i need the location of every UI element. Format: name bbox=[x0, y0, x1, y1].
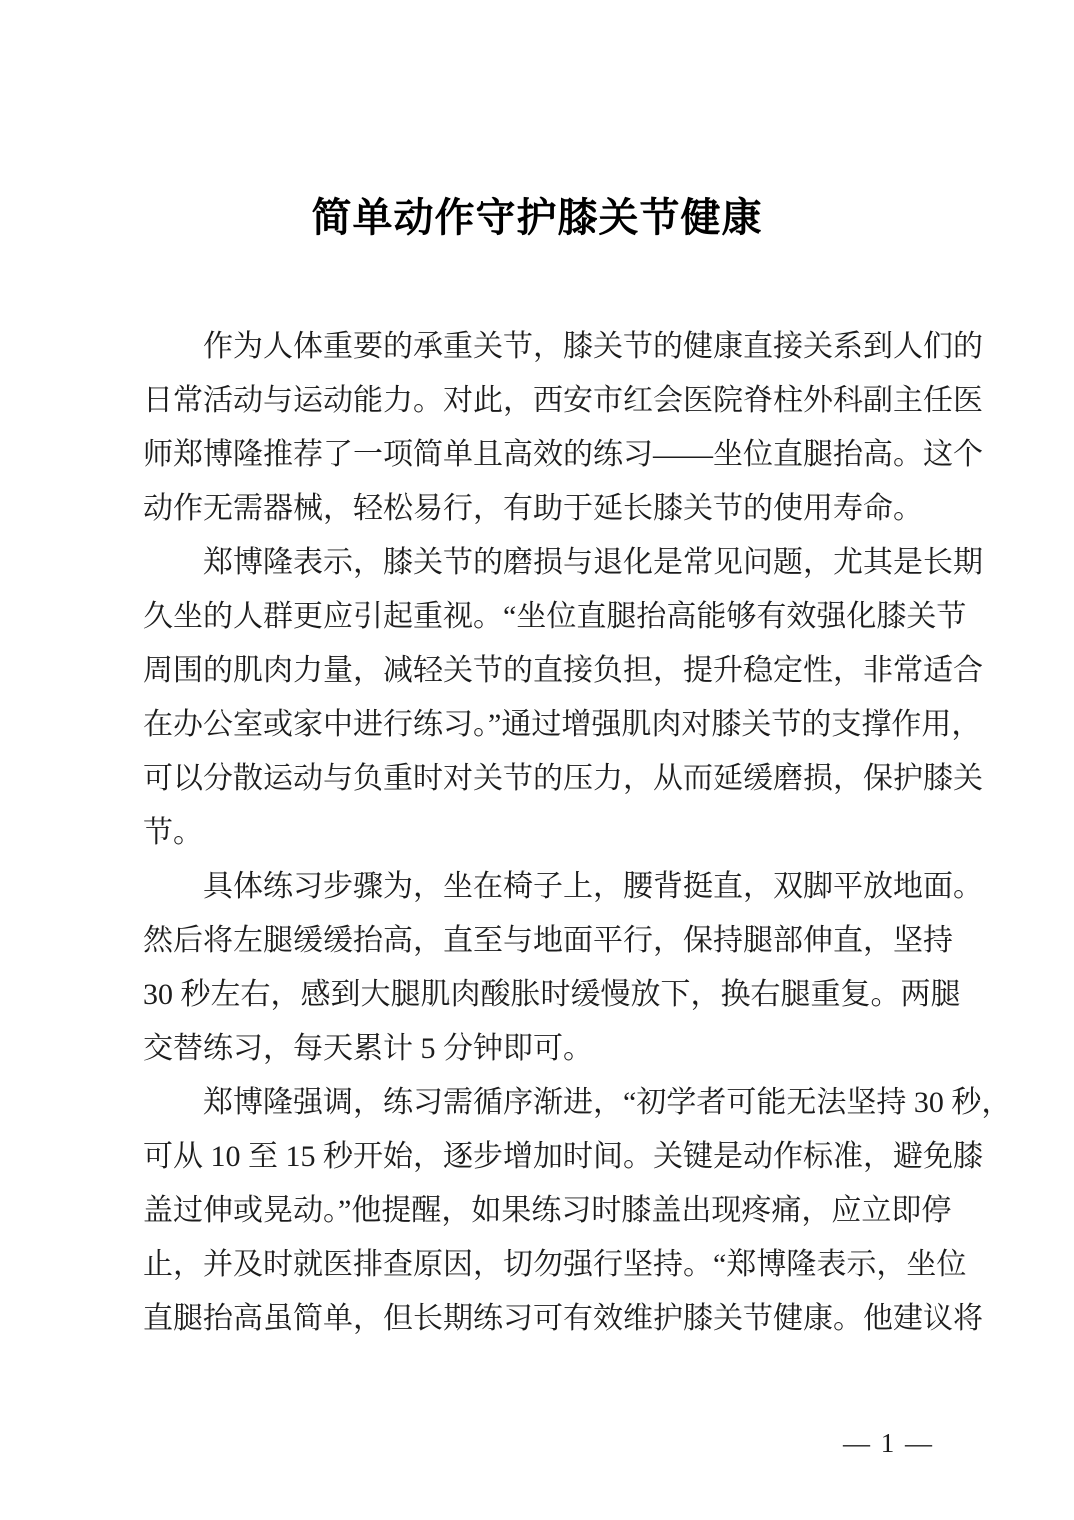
paragraph bbox=[143, 1076, 1012, 1346]
text-line: 日常活动与运动能力。对此，西安市红会医院脊柱外科副主任医 bbox=[143, 384, 983, 417]
paragraph bbox=[143, 536, 983, 860]
text-line: 动作无需器械，轻松易行，有助于延长膝关节的使用寿命。 bbox=[143, 492, 923, 525]
document-title: 简单动作守护膝关节健康 bbox=[311, 196, 763, 240]
text-line: 然后将左腿缓缓抬高，直至与地面平行，保持腿部伸直，坚持 bbox=[143, 924, 953, 957]
text-line: 止，并及时就医排查原因，切勿强行坚持。“郑博隆表示，坐位 bbox=[143, 1248, 967, 1281]
text-line: 郑博隆表示，膝关节的磨损与退化是常见问题，尤其是长期 bbox=[203, 546, 983, 579]
page-number: — 1 — bbox=[843, 1428, 934, 1458]
text-line: 交替练习，每天累计 5 分钟即可。 bbox=[143, 1032, 593, 1065]
text-line: 作为人体重要的承重关节，膝关节的健康直接关系到人们的 bbox=[203, 330, 983, 363]
text-line: 可从 10 至 15 秒开始，逐步增加时间。关键是动作标准，避免膝 bbox=[143, 1140, 983, 1173]
text-line: 郑博隆强调，练习需循序渐进，“初学者可能无法坚持 30 秒， bbox=[203, 1086, 1012, 1119]
text-line: 在办公室或家中进行练习。”通过增强肌肉对膝关节的支撑作用， bbox=[143, 708, 982, 741]
text-line: 可以分散运动与负重时对关节的压力，从而延缓磨损，保护膝关 bbox=[143, 762, 983, 795]
paragraph bbox=[143, 320, 983, 536]
text-line: 直腿抬高虽简单，但长期练习可有效维护膝关节健康。他建议将 bbox=[143, 1302, 983, 1335]
text-line: 30 秒左右，感到大腿肌肉酸胀时缓慢放下，换右腿重复。两腿 bbox=[143, 978, 961, 1011]
text-line: 具体练习步骤为，坐在椅子上，腰背挺直，双脚平放地面。 bbox=[203, 870, 983, 903]
paragraph bbox=[143, 860, 983, 1076]
text-line: 节。 bbox=[143, 816, 203, 849]
text-line: 周围的肌肉力量，减轻关节的直接负担，提升稳定性，非常适合 bbox=[143, 654, 983, 687]
document-body bbox=[143, 320, 1012, 1346]
text-line: 盖过伸或晃动。”他提醒，如果练习时膝盖出现疼痛，应立即停 bbox=[143, 1194, 952, 1227]
text-line: 师郑博隆推荐了一项简单且高效的练习——坐位直腿抬高。这个 bbox=[143, 438, 983, 471]
text-line: 久坐的人群更应引起重视。“坐位直腿抬高能够有效强化膝关节 bbox=[143, 600, 967, 633]
